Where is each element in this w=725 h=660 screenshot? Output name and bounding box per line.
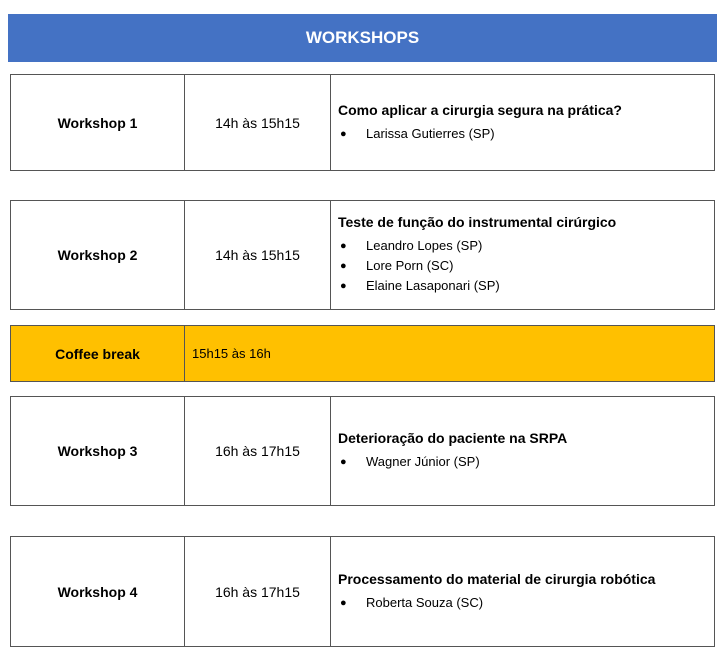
speaker-name: Lore Porn (SC) [366, 258, 454, 273]
session-label: Workshop 4 [11, 537, 185, 646]
workshop-row [10, 536, 715, 647]
workshops-header [8, 14, 717, 62]
session-details [331, 397, 714, 505]
session-time: 15h15 às 16h [192, 346, 271, 361]
speaker-name: Larissa Gutierres (SP) [366, 125, 495, 141]
speaker-name: Leandro Lopes (SP) [366, 238, 483, 253]
bullet-icon: ● [340, 127, 347, 140]
speaker-name: Roberta Souza (SC) [366, 594, 484, 610]
speaker-item [338, 276, 714, 296]
bullet-icon: ● [340, 280, 347, 292]
speaker-name: Wagner Júnior (SP) [366, 454, 480, 469]
session-time: 16h às 17h15 [185, 397, 331, 505]
workshop-row [10, 200, 715, 310]
session-label: Workshop 1 [11, 75, 185, 170]
coffee-break-row [10, 325, 715, 382]
header-title: WORKSHOPS [305, 28, 420, 47]
speaker-list [338, 236, 714, 296]
session-topic: Como aplicar a cirurgia segura na prática? [338, 101, 622, 118]
speaker-item [338, 236, 714, 256]
session-label: Workshop 3 [11, 397, 185, 505]
session-label: Coffee break [11, 326, 185, 381]
session-topic: Processamento do material de cirurgia robótica [338, 570, 656, 587]
workshop-row [10, 74, 715, 171]
session-label: Workshop 2 [11, 201, 185, 309]
bullet-icon: ● [340, 456, 347, 468]
workshop-row [10, 396, 715, 506]
session-details [331, 75, 714, 170]
bullet-icon: ● [340, 596, 347, 609]
session-time: 14h às 15h15 [185, 75, 331, 170]
session-topic: Teste de função do instrumental cirúrgico [338, 214, 617, 230]
session-details [331, 201, 714, 309]
session-time: 16h às 17h15 [185, 537, 331, 646]
speaker-item [338, 593, 714, 613]
session-details [331, 537, 714, 646]
speaker-list [338, 593, 714, 613]
speaker-item [338, 452, 714, 472]
bullet-icon: ● [340, 260, 347, 272]
speaker-item [338, 256, 714, 276]
speaker-name: Elaine Lasaponari (SP) [366, 278, 500, 293]
session-topic: Deterioração do paciente na SRPA [338, 430, 568, 446]
speaker-list [338, 124, 714, 144]
speaker-item [338, 124, 714, 144]
speaker-list [338, 452, 714, 472]
bullet-icon: ● [340, 240, 347, 252]
session-time: 14h às 15h15 [185, 201, 331, 309]
